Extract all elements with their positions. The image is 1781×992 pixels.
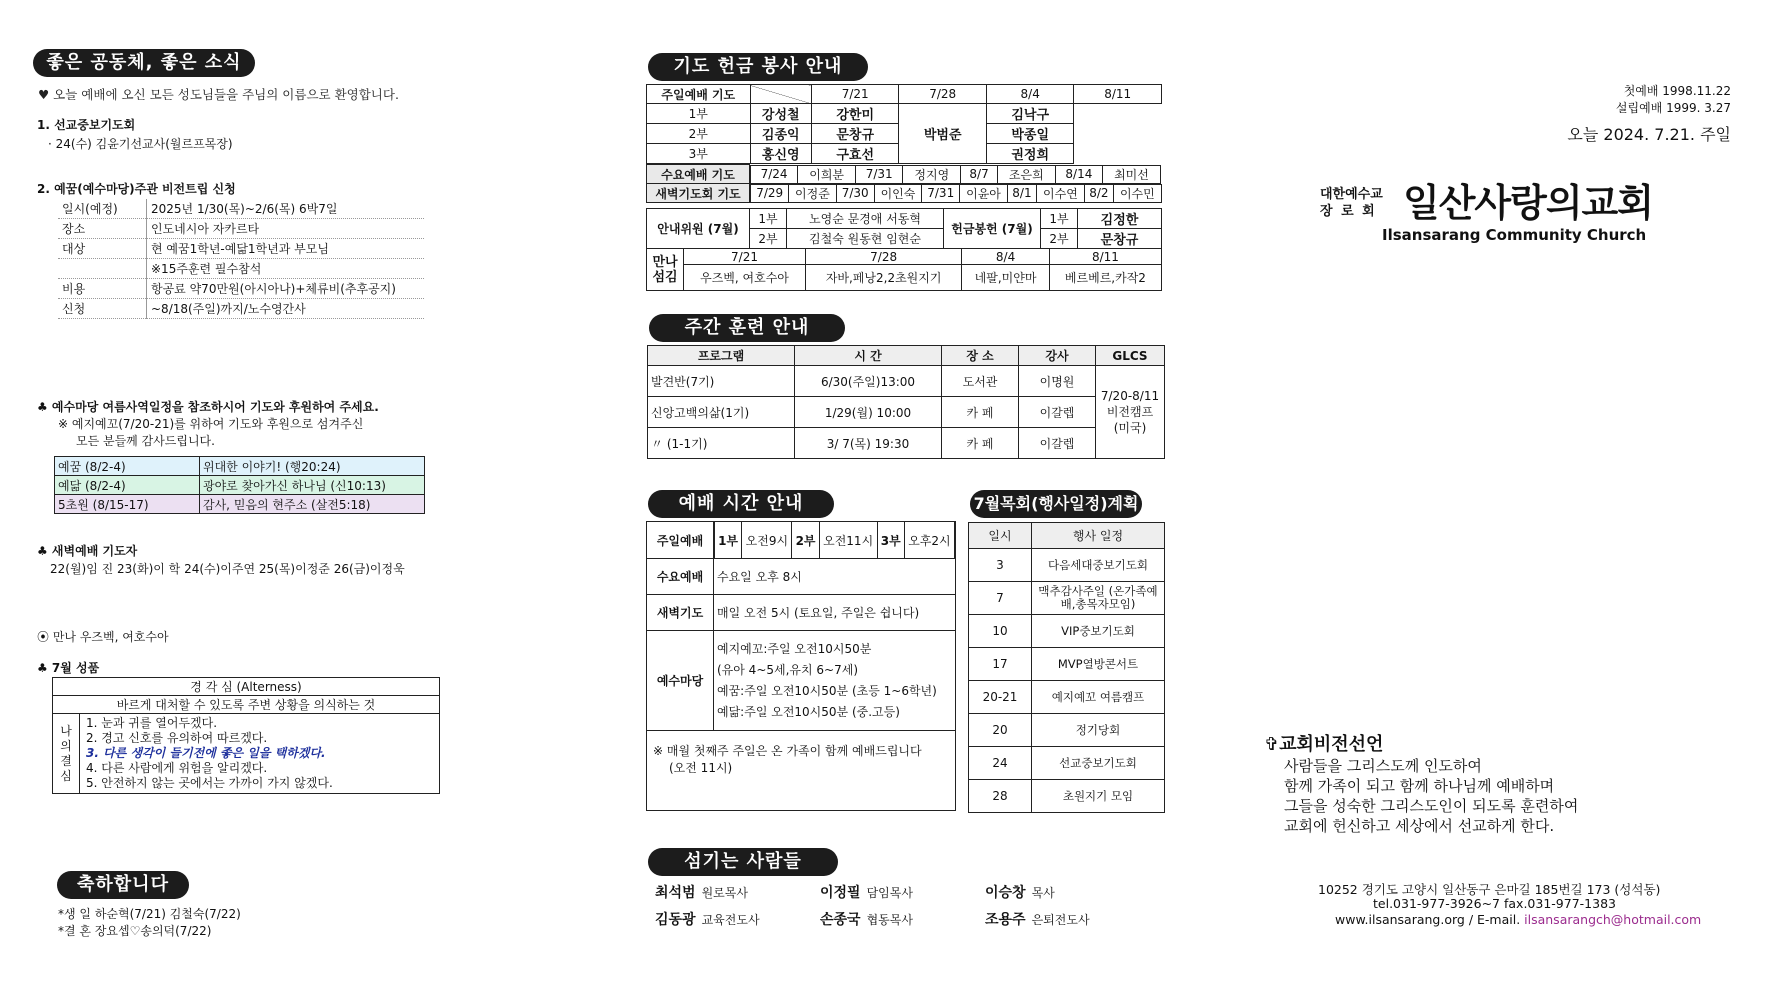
- training-place: 카 페: [942, 428, 1019, 459]
- manna-label: 만나섬김: [647, 249, 684, 291]
- monthly-date: 28: [969, 780, 1032, 813]
- birthday-text: *생 일 하순혁(7/21) 김철숙(7/22): [58, 907, 241, 921]
- training-head: 프로그램: [648, 346, 795, 366]
- prayer-table: [646, 84, 1162, 164]
- dawn-cell: 이정준: [789, 184, 836, 202]
- training-place: 도서관: [942, 366, 1019, 397]
- training-place: 카 페: [942, 397, 1019, 428]
- summer-title: ♣ 예수마당 여름사역일정을 참조하시어 기도와 후원하여 주세요.: [37, 400, 379, 414]
- training-speaker: 이갈렙: [1019, 428, 1096, 459]
- usher-table: [646, 208, 1162, 249]
- trip-key: 장소: [58, 219, 147, 239]
- monthly-date: 24: [969, 747, 1032, 780]
- training-program: 신앙고백의삶(1기): [648, 397, 795, 428]
- sunday-cell: 1부: [715, 522, 742, 558]
- dawn-worship-text: 매일 오전 5시 (토요일, 주일은 쉽니다): [714, 595, 956, 631]
- jesus-line: 예지예꼬:주일 오전10시50분: [717, 641, 872, 656]
- dawn-cell: 7/30: [836, 184, 874, 202]
- offer-name: 문창규: [1078, 229, 1162, 249]
- trip-key: 대상: [58, 239, 147, 259]
- sunday-cell: 오후2시: [904, 522, 954, 558]
- prayer-name: 문창규: [811, 124, 899, 144]
- prayer-part: 1부: [647, 104, 751, 124]
- training-head: 강사: [1019, 346, 1096, 366]
- training-head: 장 소: [942, 346, 1019, 366]
- staff-role: 교육전도사: [701, 913, 760, 927]
- first-week-line-2: (오전 11시): [669, 761, 733, 775]
- usher-part: 2부: [750, 229, 787, 249]
- trip-table: [58, 199, 424, 319]
- sunday-cell: 오전11시: [819, 522, 877, 558]
- trip-value: ※15주훈련 필수참석: [147, 259, 425, 279]
- founded-date: 설립예배 1999. 3.27: [1615, 101, 1731, 115]
- dawn-cell: 이윤아: [960, 184, 1007, 202]
- trip-title: 2. 예꿈(예수마당)주관 비전트립 신청: [37, 182, 236, 196]
- monthly-date: 7: [969, 582, 1032, 615]
- prayer-part: 2부: [647, 124, 751, 144]
- manna-date: 7/28: [806, 249, 962, 265]
- sunday-cells: [714, 522, 956, 559]
- jesus-line: 예닮:주일 오전10시50분 (중.고등): [717, 704, 900, 719]
- prayer-name: 김종익: [750, 124, 811, 144]
- training-program: 〃 (1-1기): [648, 428, 795, 459]
- dawn-worship-label: 새벽기도: [647, 595, 714, 631]
- vision-title: ✞교회비전선언: [1264, 734, 1384, 755]
- website: www.ilsansarang.org / E-mail.: [1335, 912, 1525, 927]
- virtue-item: 2. 경고 신호를 유의하여 따르겠다.: [86, 731, 268, 745]
- wedding-text: *결 혼 장요셉♡송의덕(7/22): [58, 924, 212, 938]
- glcs-cell: 7/20-8/11 비전캠프(미국): [1096, 366, 1165, 459]
- section-title-staff: 섬기는 사람들: [648, 848, 838, 876]
- vision-lines: [1284, 756, 1578, 836]
- offer-part: 2부: [1041, 229, 1078, 249]
- prayer-label: 주일예배 기도: [647, 85, 751, 104]
- diagonal-cell: [750, 85, 811, 104]
- virtue-title: ♣ 7월 성품: [37, 661, 100, 675]
- trip-key: 일시(예정): [58, 199, 147, 219]
- staff-name: 조용주: [985, 912, 1026, 928]
- wed-cell: 7/31: [856, 165, 903, 183]
- wed-cell: 조은희: [997, 165, 1055, 183]
- virtue-item: 3. 다른 생각이 들기전에 좋은 일을 택하겠다.: [86, 746, 326, 760]
- wed-cell: 최미선: [1102, 165, 1160, 183]
- summer-theme: 광야로 찾아가신 하나님 (신10:13): [200, 476, 425, 495]
- summer-schedule-table: [54, 456, 425, 514]
- wed-prayer-table: [646, 164, 1162, 203]
- training-speaker: 이갈렙: [1019, 397, 1096, 428]
- training-program: 발견반(7기): [648, 366, 795, 397]
- wed-cell: 8/7: [961, 165, 998, 183]
- staff-member: [655, 909, 760, 929]
- church-name: 일산사랑의교회: [1403, 181, 1653, 225]
- email: ilsansarangch@hotmail.com: [1524, 912, 1702, 927]
- manna-table: [646, 248, 1162, 291]
- church-name-en: Ilsansarang Community Church: [1382, 226, 1647, 244]
- virtue-item: 5. 안전하지 않는 곳에서는 가까이 가지 않겠다.: [86, 776, 333, 790]
- staff-name: 이정필: [820, 885, 861, 901]
- training-speaker: 이명원: [1019, 366, 1096, 397]
- trip-value: 현 예꿈1학년-예닮1학년과 부모님: [147, 239, 425, 259]
- dawn-cell: 7/31: [922, 184, 960, 202]
- staff-name: 손종국: [820, 912, 861, 928]
- offer-label: 헌금봉헌 (7월): [944, 209, 1041, 249]
- section-title-news: 좋은 공동체, 좋은 소식: [33, 49, 255, 77]
- section-title-worship: 예배 시간 안내: [648, 490, 834, 518]
- wed-label: 수요예배 기도: [647, 165, 750, 184]
- staff-role: 목사: [1031, 886, 1055, 900]
- first-week-line-1: ※ 매월 첫째주 주일은 온 가족이 함께 예배드립니다: [653, 744, 922, 758]
- usher-part: 1부: [750, 209, 787, 229]
- dawn-cells: [750, 184, 1162, 203]
- prayer-name: 홍신영: [750, 144, 811, 164]
- monthly-date: 3: [969, 549, 1032, 582]
- staff-name: 이승창: [985, 885, 1026, 901]
- virtue-item: 4. 다른 사람에게 위험을 알리겠다.: [86, 761, 268, 775]
- staff-member: [820, 909, 913, 929]
- training-head: GLCS: [1096, 346, 1165, 366]
- staff-member: [985, 882, 1055, 902]
- mission-prayer-title: 1. 선교중보기도회: [37, 118, 136, 132]
- vision-line: 사람들을 그리스도께 인도하여: [1284, 757, 1482, 775]
- tel-fax: tel.031-977-3926~7 fax.031-977-1383: [1373, 896, 1616, 911]
- section-title-training: 주간 훈련 안내: [649, 314, 845, 342]
- wed-cells: [750, 165, 1162, 184]
- training-time: 1/29(월) 10:00: [795, 397, 942, 428]
- trip-value: ~8/18(주일)까지/노수영간사: [147, 299, 425, 319]
- wed-cell: 8/14: [1055, 165, 1102, 183]
- summer-note-2: 모든 분들께 감사드립니다.: [76, 434, 215, 448]
- monthly-event: 초원지기 모임: [1032, 780, 1165, 813]
- usher-names: 김철숙 원동현 임현순: [787, 229, 944, 249]
- staff-name: 김동광: [655, 912, 696, 928]
- monthly-event: MVP열방콘서트: [1032, 648, 1165, 681]
- summer-theme: 감사, 믿음의 현주소 (살전5:18): [200, 495, 425, 514]
- vision-line: 함께 가족이 되고 함께 하나님께 예배하며: [1284, 777, 1555, 795]
- web-email: [1335, 912, 1701, 927]
- dawn-label: 새벽기도회 기도: [647, 184, 750, 203]
- first-week-note: [647, 731, 956, 811]
- prayer-name: 구효선: [811, 144, 899, 164]
- trip-value: 항공료 약70만원(아시아나)+체류비(추후공지): [147, 279, 425, 299]
- training-head: 시 간: [795, 346, 942, 366]
- prayer-name: 박범준: [899, 104, 987, 164]
- summer-row: [55, 457, 425, 476]
- manna-text: ⦿ 만나 우즈벡, 여호수아: [37, 630, 169, 644]
- prayer-name: 권정희: [986, 144, 1074, 164]
- summer-event: 예꿈 (8/2-4): [55, 457, 200, 476]
- monthly-date: 17: [969, 648, 1032, 681]
- dawn-cell: 이수민: [1114, 184, 1161, 202]
- staff-role: 원로목사: [701, 886, 748, 900]
- manna-date: 8/11: [1049, 249, 1161, 265]
- mission-prayer-text: · 24(수) 김윤기선교사(월르프목장): [48, 137, 233, 151]
- summer-note-1: ※ 예지예꼬(7/20-21)를 위하여 기도와 후원으로 섬겨주신: [58, 417, 364, 431]
- virtue-items: [80, 714, 440, 794]
- summer-theme: 위대한 이야기! (행20:24): [200, 457, 425, 476]
- sunday-cell: 2부: [792, 522, 819, 558]
- staff-role: 협동목사: [866, 913, 913, 927]
- offer-part: 1부: [1041, 209, 1078, 229]
- prayer-date: 7/28: [899, 85, 987, 104]
- staff-member: [985, 909, 1090, 929]
- summer-event: 5초원 (8/15-17): [55, 495, 200, 514]
- wed-cell: 정지영: [903, 165, 961, 183]
- dawn-cell: 이수연: [1037, 184, 1084, 202]
- prayer-part: 3부: [647, 144, 751, 164]
- jesus-line: 예꿈:주일 오전10시50분 (초등 1~6학년): [717, 683, 937, 698]
- church-logo: [1320, 178, 1680, 248]
- prayer-name: 김낙구: [986, 104, 1074, 124]
- virtue-head-1: 경 각 심 (Alterness): [53, 678, 440, 696]
- dawn-cell: 7/29: [751, 184, 789, 202]
- trip-value: 인도네시아 자카르타: [147, 219, 425, 239]
- denomination-2: 장 로 회: [1320, 204, 1377, 219]
- wednesday-label: 수요예배: [647, 559, 714, 595]
- dawn-prayer-title: ♣ 새벽예배 기도자: [37, 544, 138, 558]
- section-title-congrats: 축하합니다: [57, 871, 189, 899]
- wed-cell: 이희분: [798, 165, 856, 183]
- monthly-head: 일시: [969, 523, 1032, 549]
- virtue-item: 1. 눈과 귀를 열어두겠다.: [86, 716, 218, 730]
- jesus-lines: [714, 631, 956, 731]
- virtue-head-2: 바르게 대처할 수 있도록 주변 상황을 의식하는 것: [53, 696, 440, 714]
- monthly-event: 예지예꼬 여름캠프: [1032, 681, 1165, 714]
- monthly-date: 20: [969, 714, 1032, 747]
- staff-name: 최석범: [655, 885, 696, 901]
- manna-value: 자바,페낭2,2초원지기: [806, 265, 962, 291]
- virtue-table: [52, 677, 440, 794]
- monthly-event: 선교중보기도회: [1032, 747, 1165, 780]
- staff-member: [655, 882, 748, 902]
- monthly-date: 20-21: [969, 681, 1032, 714]
- vision-line: 그들을 성숙한 그리스도인이 되도록 훈련하여: [1284, 797, 1579, 815]
- denomination-1: 대한예수교: [1320, 187, 1383, 202]
- prayer-name: 박종일: [986, 124, 1074, 144]
- manna-value: 우즈벡, 여호수아: [684, 265, 806, 291]
- manna-value: 베르베르,카작2: [1049, 265, 1161, 291]
- today-date: 오늘 2024. 7.21. 주일: [1567, 125, 1731, 144]
- monthly-head: 행사 일정: [1032, 523, 1165, 549]
- prayer-name: 강한미: [811, 104, 899, 124]
- first-worship-date: 첫예배 1998.11.22: [1623, 84, 1731, 98]
- monthly-event: 정기당회: [1032, 714, 1165, 747]
- staff-member: [820, 882, 913, 902]
- trip-key: 비용: [58, 279, 147, 299]
- prayer-name: 강성철: [750, 104, 811, 124]
- manna-value: 네팔,미얀마: [962, 265, 1050, 291]
- virtue-side-label: 나의결심: [53, 714, 80, 794]
- address: 10252 경기도 고양시 일산동구 은마길 185번길 173 (성석동): [1318, 882, 1661, 897]
- worship-table: [646, 521, 956, 811]
- usher-label: 안내위원 (7월): [647, 209, 750, 249]
- dawn-cell: 8/1: [1007, 184, 1037, 202]
- training-time: 6/30(주일)13:00: [795, 366, 942, 397]
- prayer-date: 7/21: [811, 85, 899, 104]
- monthly-date: 10: [969, 615, 1032, 648]
- dawn-prayer-list: 22(월)임 진 23(화)이 학 24(수)이주연 25(목)이정준 26(금)이정욱: [50, 562, 405, 576]
- jesus-line: (유아 4~5세,유치 6~7세): [717, 662, 859, 677]
- training-time: 3/ 7(목) 19:30: [795, 428, 942, 459]
- sunday-label: 주일예배: [647, 522, 714, 559]
- trip-key: [58, 259, 147, 279]
- manna-date: 7/21: [684, 249, 806, 265]
- offer-name: 김정한: [1078, 209, 1162, 229]
- jesus-label: 예수마당: [647, 631, 714, 731]
- usher-names: 노영순 문경애 서동혁: [787, 209, 944, 229]
- summer-event: 예닮 (8/2-4): [55, 476, 200, 495]
- wed-cell: 7/24: [751, 165, 798, 183]
- section-title-monthly: 7월목회(행사일정)계획: [970, 490, 1142, 518]
- staff-role: 은퇴전도사: [1031, 913, 1090, 927]
- training-table: [647, 345, 1165, 459]
- welcome-text: ♥ 오늘 예배에 오신 모든 성도님들을 주님의 이름으로 환영합니다.: [38, 87, 399, 102]
- vision-line: 교회에 헌신하고 세상에서 선교하게 한다.: [1284, 817, 1555, 835]
- monthly-table: [968, 522, 1165, 813]
- prayer-date: 8/11: [1074, 85, 1162, 104]
- summer-row: [55, 495, 425, 514]
- manna-date: 8/4: [962, 249, 1050, 265]
- trip-value: 2025년 1/30(목)~2/6(목) 6박7일: [147, 199, 425, 219]
- wednesday-text: 수요일 오후 8시: [714, 559, 956, 595]
- trip-key: 신청: [58, 299, 147, 319]
- monthly-event: 다음세대중보기도회: [1032, 549, 1165, 582]
- monthly-event: 맥추감사주일 (온가족예배,총목자모임): [1032, 582, 1165, 615]
- dawn-cell: 이인숙: [874, 184, 921, 202]
- sunday-cell: 3부: [877, 522, 904, 558]
- staff-role: 담임목사: [866, 886, 913, 900]
- dawn-cell: 8/2: [1084, 184, 1114, 202]
- summer-row: [55, 476, 425, 495]
- monthly-event: VIP중보기도회: [1032, 615, 1165, 648]
- section-title-service: 기도 헌금 봉사 안내: [648, 53, 868, 81]
- sunday-cell: 오전9시: [742, 522, 792, 558]
- prayer-date: 8/4: [986, 85, 1074, 104]
